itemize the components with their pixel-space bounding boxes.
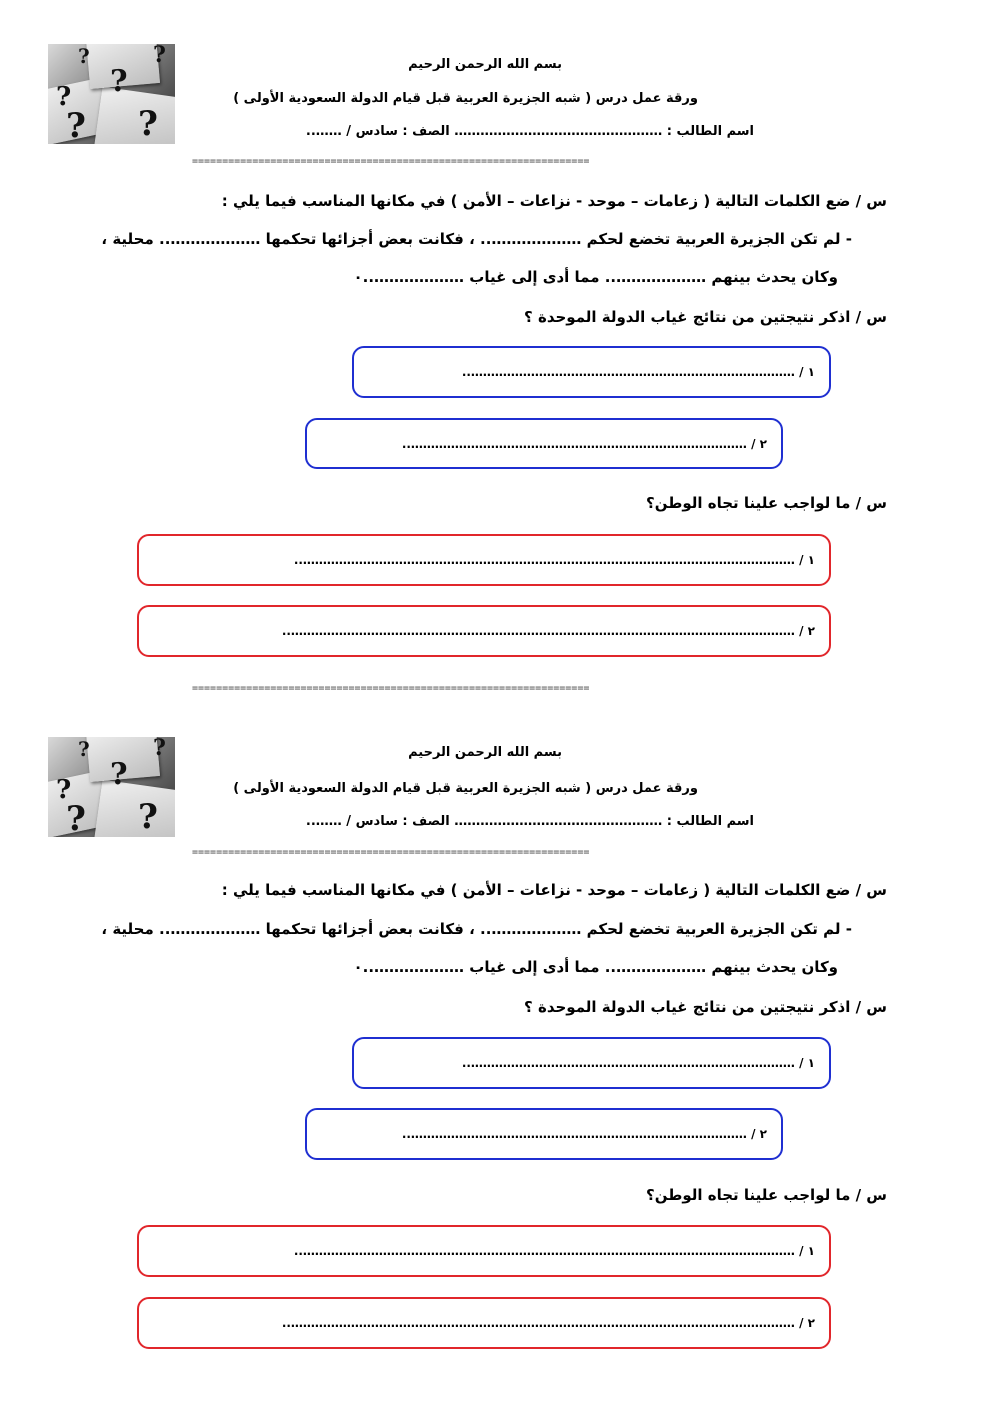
question-1-line-1: - لم تكن الجزيرة العربية تخضع لحكم ……………….. ، فكانت بعض أجزائها تحكمها ……………….. محلية ،: [101, 230, 852, 248]
question-3-title: س / ما لواجب علينا تجاه الوطن؟: [646, 1186, 887, 1204]
answer-box[interactable]: [137, 1297, 831, 1349]
question-3-title: س / ما لواجب علينا تجاه الوطن؟: [646, 494, 887, 512]
worksheet-title: ورقة عمل درس ( شبه الجزيرة العربية قبل قيام الدولة السعودية الأولى ): [233, 781, 698, 796]
divider: ==================================================================: [192, 156, 590, 167]
answer-box[interactable]: [137, 605, 831, 657]
worksheet-2: [0, 692, 992, 1382]
question-1-title: س / ضع الكلمات التالية ( زعامات – موحد - نزاعات – الأمن ) في مكانها المناسب فيما يلي :: [221, 192, 887, 210]
answer-line: ٢ / …………………………………………………………………………..: [401, 1127, 767, 1141]
answer-line: ١ / ……………………………………………………………………………………………………………..: [293, 553, 815, 567]
answer-box[interactable]: [305, 1108, 783, 1160]
answer-box[interactable]: [137, 534, 831, 586]
question-1-title: س / ضع الكلمات التالية ( زعامات – موحد - نزاعات – الأمن ) في مكانها المناسب فيما يلي :: [221, 881, 887, 899]
question-marks-image: ? ? ? ? ? ?: [48, 44, 175, 144]
answer-line: ١ / ……………………………………………………………………………………………………………..: [293, 1244, 815, 1258]
question-1-line-2: وكان يحدث بينهم ……………….. مما أدى إلى غياب ………………..٠: [353, 268, 838, 286]
answer-line: ١ / ………………………………………………………………………..: [461, 1056, 815, 1070]
divider: ==================================================================: [192, 683, 590, 694]
question-1-line-2: وكان يحدث بينهم ……………….. مما أدى إلى غياب ………………..٠: [353, 958, 838, 976]
answer-line: ٢ / ………………………………………………………………………………………………………………..: [281, 624, 815, 638]
answer-box[interactable]: [352, 1037, 831, 1089]
question-marks-image: ? ? ? ? ? ?: [48, 737, 175, 837]
divider: ==================================================================: [192, 847, 590, 858]
student-info-line: اسم الطالب : ………………………………………… الصف : سادس / ……..: [305, 124, 754, 139]
student-info-line: اسم الطالب : ………………………………………… الصف : سادس / ……..: [305, 814, 754, 829]
answer-box[interactable]: [305, 418, 783, 469]
answer-line: ٢ / …………………………………………………………………………..: [401, 436, 767, 451]
answer-box[interactable]: [352, 346, 831, 398]
question-1-line-1: - لم تكن الجزيرة العربية تخضع لحكم ……………….. ، فكانت بعض أجزائها تحكمها ……………….. محلية ،: [101, 920, 852, 938]
answer-line: ١ / ………………………………………………………………………..: [461, 365, 815, 379]
basmala: بسم الله الرحمن الرحيم: [408, 57, 562, 72]
worksheet-title: ورقة عمل درس ( شبه الجزيرة العربية قبل قيام الدولة السعودية الأولى ): [233, 91, 698, 106]
question-2-title: س / اذكر نتيجتين من نتائج غياب الدولة الموحدة ؟: [524, 998, 887, 1016]
basmala: بسم الله الرحمن الرحيم: [408, 745, 562, 760]
worksheet-1: [0, 0, 992, 694]
question-2-title: س / اذكر نتيجتين من نتائج غياب الدولة الموحدة ؟: [524, 308, 887, 326]
answer-line: ٢ / ………………………………………………………………………………………………………………..: [281, 1316, 815, 1330]
answer-box[interactable]: [137, 1225, 831, 1277]
